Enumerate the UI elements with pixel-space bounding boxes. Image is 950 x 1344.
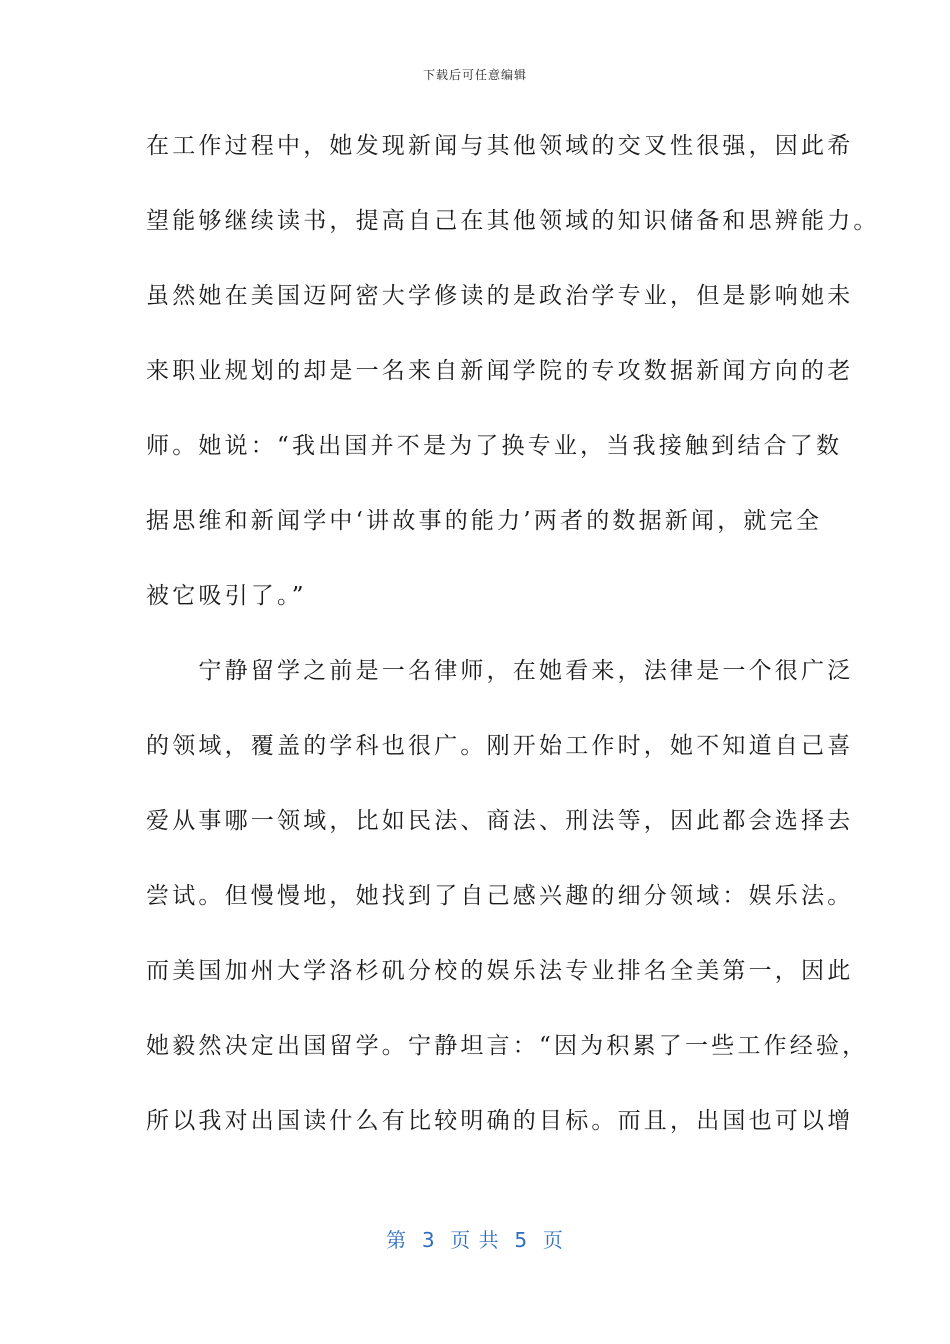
- body-line: 她毅然决定出国留学。宁静坦言：“因为积累了一些工作经验，: [146, 1033, 869, 1059]
- body-line: 师。她说：“我出国并不是为了换专业，当我接触到结合了数: [146, 433, 843, 459]
- body-line: 虽然她在美国迈阿密大学修读的是政治学专业，但是影响她未: [146, 283, 854, 309]
- body-line: 在工作过程中，她发现新闻与其他领域的交叉性很强，因此希: [146, 133, 854, 159]
- page-number-text: 第 3 页 共 5 页: [386, 1228, 564, 1252]
- body-line: 据思维和新闻学中‘讲故事的能力’两者的数据新闻，就完全: [146, 508, 823, 534]
- page-header: 下载后可任意编辑: [422, 68, 527, 82]
- page-number-footer: [0, 1224, 950, 1253]
- body-line: 的领域，覆盖的学科也很广。刚开始工作时，她不知道自己喜: [146, 733, 854, 759]
- body-line: 宁静留学之前是一名律师，在她看来，法律是一个很广泛: [146, 658, 854, 684]
- body-line: 而美国加州大学洛杉矶分校的娱乐法专业排名全美第一，因此: [146, 958, 854, 984]
- body-line: 尝试。但慢慢地，她找到了自己感兴趣的细分领域：娱乐法。: [146, 883, 854, 909]
- body-line: 爱从事哪一领域，比如民法、商法、刑法等，因此都会选择去: [146, 808, 854, 834]
- body-line: 来职业规划的却是一名来自新闻学院的专攻数据新闻方向的老: [146, 358, 854, 384]
- body-line: 所以我对出国读什么有比较明确的目标。而且，出国也可以增: [146, 1108, 854, 1134]
- document-body: [146, 118, 880, 1168]
- body-line: 望能够继续读书，提高自己在其他领域的知识储备和思辨能力。: [146, 208, 880, 234]
- body-line: 被它吸引了。”: [146, 583, 307, 609]
